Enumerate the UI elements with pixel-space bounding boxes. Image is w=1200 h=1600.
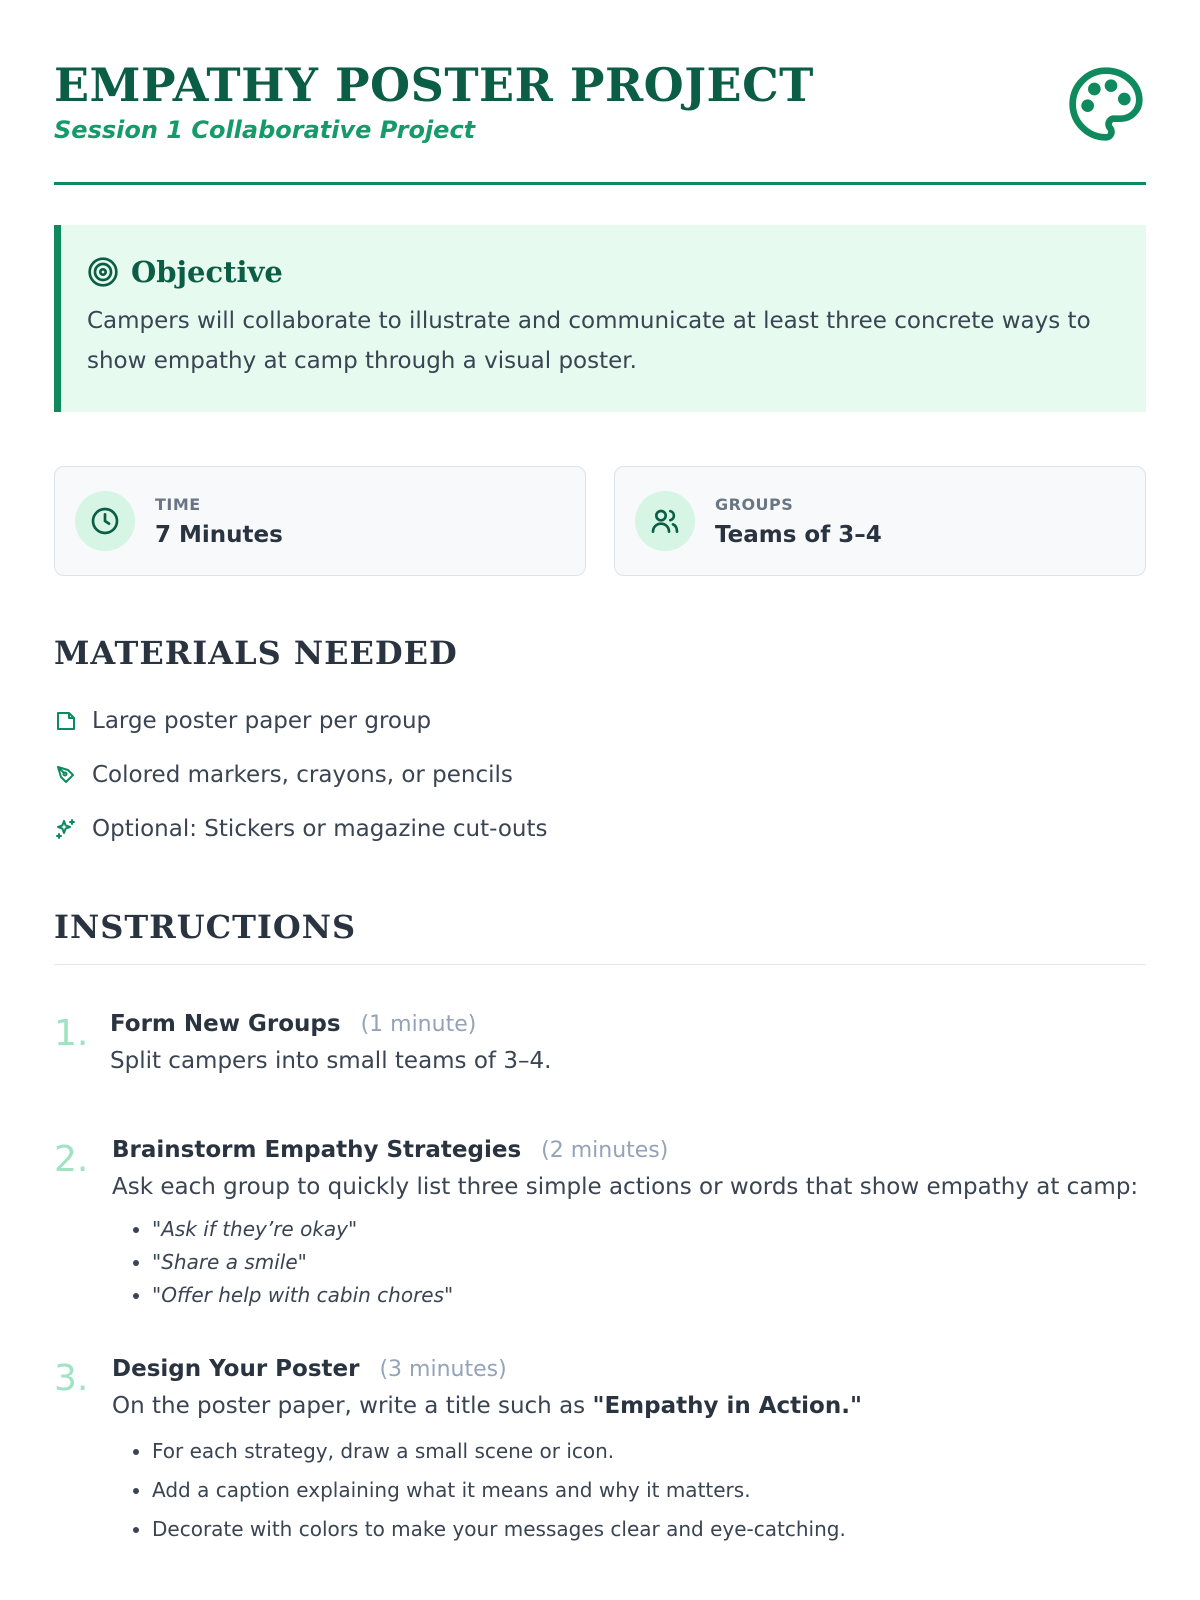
- time-icon-wrap: [75, 491, 135, 551]
- palette-icon: [1066, 64, 1146, 144]
- paper-icon: [54, 709, 78, 733]
- materials-title: MATERIALS NEEDED: [54, 634, 458, 672]
- materials-item-text: Large poster paper per group: [92, 708, 432, 734]
- objective-text: Campers will collaborate to illustrate and communicate at least three concrete ways to show empathy at camp through a visual poster.: [87, 308, 1091, 374]
- materials-item: [54, 748, 1146, 802]
- bullet-item: • Decorate with colors to make your messages clear and eye-catching.: [152, 1510, 1146, 1549]
- step-description: [112, 1386, 1146, 1426]
- step-title: Design Your Poster: [112, 1356, 360, 1382]
- bullet-item: • For each strategy, draw a small scene or icon.: [152, 1432, 1146, 1471]
- materials-item: [54, 694, 1146, 748]
- groups-label: GROUPS: [715, 494, 794, 514]
- instruction-step: [54, 1137, 1146, 1312]
- materials-item: [54, 802, 1146, 856]
- step-number: 2.: [54, 1139, 89, 1180]
- step-number: 3.: [54, 1358, 89, 1399]
- step-description: Ask each group to quickly list three simple actions or words that show empathy at camp:: [112, 1174, 1139, 1200]
- instructions-title: INSTRUCTIONS: [54, 908, 357, 946]
- instructions-section: [54, 908, 1146, 1549]
- bullet-item: • "Offer help with cabin chores": [152, 1279, 1146, 1312]
- instruction-step: [54, 1011, 1146, 1081]
- objective-box: [54, 225, 1146, 412]
- step-bullets: [112, 1213, 1146, 1312]
- pen-icon: [54, 763, 78, 787]
- step-description-text: On the poster paper, write a title such as: [112, 1393, 593, 1419]
- instructions-header: [54, 908, 1146, 965]
- bullet-item: • "Share a smile": [152, 1246, 1146, 1279]
- step-title: Form New Groups: [110, 1011, 341, 1037]
- materials-section: [54, 634, 1146, 856]
- poster-title-example: "Empathy in Action.": [592, 1393, 862, 1419]
- sparkles-icon: [54, 817, 78, 841]
- groups-card: [614, 466, 1146, 576]
- target-icon: [87, 256, 119, 288]
- materials-list: [54, 694, 1146, 856]
- step-title: Brainstorm Empathy Strategies: [112, 1137, 522, 1163]
- step-header: [110, 1011, 1146, 1037]
- groups-icon-wrap: [635, 491, 695, 551]
- step-time: (2 minutes): [541, 1138, 669, 1163]
- step-bullets: [112, 1432, 1146, 1549]
- step-description: Split campers into small teams of 3–4.: [110, 1048, 552, 1074]
- step-time: (3 minutes): [379, 1357, 507, 1382]
- materials-item-text: Optional: Stickers or magazine cut-outs: [92, 816, 548, 842]
- instruction-step: [54, 1356, 1146, 1549]
- page-subtitle: Session 1 Collaborative Project: [54, 116, 476, 144]
- step-header: [112, 1356, 1146, 1382]
- groups-value: Teams of 3–4: [715, 521, 882, 548]
- time-label: TIME: [155, 494, 201, 514]
- time-card: [54, 466, 586, 576]
- materials-item-text: Colored markers, crayons, or pencils: [92, 762, 513, 788]
- step-header: [112, 1137, 1146, 1163]
- info-cards: [54, 466, 1146, 576]
- clock-icon: [89, 505, 121, 537]
- time-value: 7 Minutes: [155, 521, 283, 548]
- page-title: EMPATHY POSTER PROJECT: [54, 58, 814, 112]
- step-time: (1 minute): [360, 1012, 477, 1037]
- bullet-item: • "Ask if they’re okay": [152, 1213, 1146, 1246]
- page-header: [54, 0, 1146, 185]
- groups-card-text: [715, 495, 882, 548]
- users-icon: [649, 505, 681, 537]
- bullet-item: • Add a caption explaining what it means and why it matters.: [152, 1471, 1146, 1510]
- step-number: 1.: [54, 1013, 89, 1054]
- objective-title: Objective: [131, 255, 283, 289]
- time-card-text: [155, 495, 283, 548]
- objective-header: [87, 255, 1120, 289]
